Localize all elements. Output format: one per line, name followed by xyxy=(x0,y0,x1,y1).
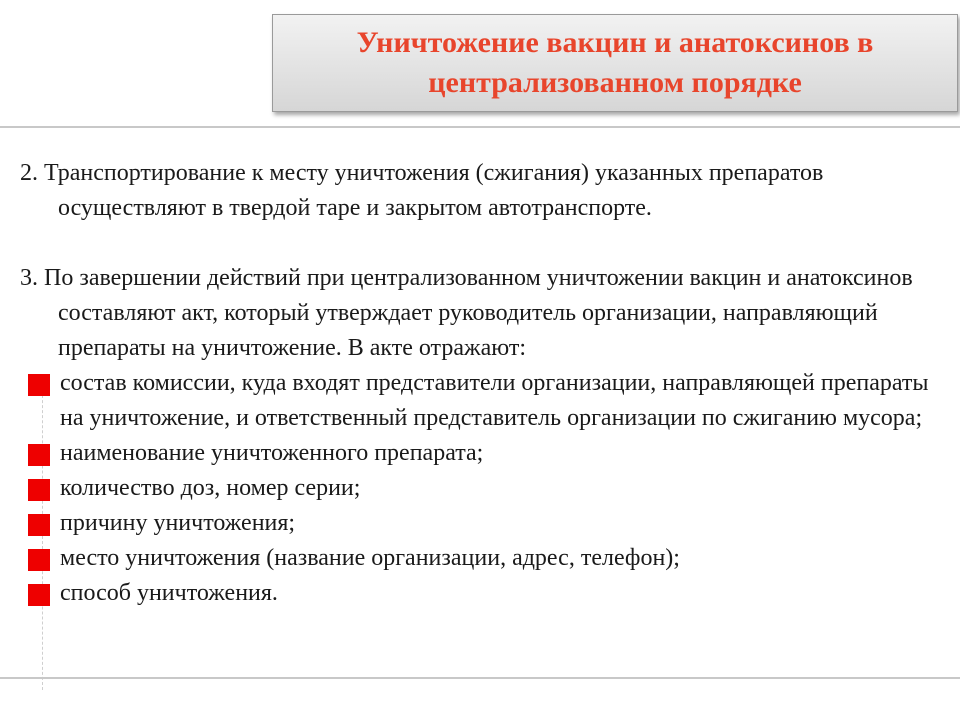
red-square-bullet-icon xyxy=(28,514,50,536)
list-item-text: наименование уничтоженного препарата; xyxy=(60,440,484,466)
list-item xyxy=(20,471,945,506)
red-square-bullet-icon xyxy=(28,584,50,606)
list-item-text: причину уничтожения; xyxy=(60,510,296,536)
list-item xyxy=(20,506,945,541)
paragraph-3: 3. По завершении действий при централизованном уничтожении вакцин и анатоксинов составляют акт, который утверждает руководитель организации, направляющий препараты на уничтожение. В акте отражают: xyxy=(20,265,913,361)
list-item xyxy=(20,366,945,436)
slide-title: Уничтожение вакцин и анатоксинов в централизованном порядке xyxy=(356,26,874,99)
red-square-bullet-icon xyxy=(28,444,50,466)
list-item-text: место уничтожения (название организации, адрес, телефон); xyxy=(60,545,680,571)
list-item xyxy=(20,436,945,471)
paragraph-2: 2. Транспортирование к месту уничтожения (сжигания) указанных препаратов осуществляют в твердой таре и закрытом автотранспорте. xyxy=(20,160,824,221)
red-square-bullet-icon xyxy=(28,374,50,396)
red-square-bullet-icon xyxy=(28,479,50,501)
title-box xyxy=(272,14,958,112)
list-item-text: способ уничтожения. xyxy=(60,580,278,606)
paragraph-spacer xyxy=(20,226,945,261)
slide-content xyxy=(20,156,945,611)
list-item-text: состав комиссии, куда входят представители организации, направляющей препараты на уничтожение, и ответственный представитель организации по сжиганию мусора; xyxy=(60,370,929,431)
list-item xyxy=(20,576,945,611)
top-divider xyxy=(0,126,960,128)
bottom-divider xyxy=(0,677,960,679)
bullet-list xyxy=(20,366,945,611)
red-square-bullet-icon xyxy=(28,549,50,571)
list-item-text: количество доз, номер серии; xyxy=(60,475,361,501)
list-item xyxy=(20,541,945,576)
